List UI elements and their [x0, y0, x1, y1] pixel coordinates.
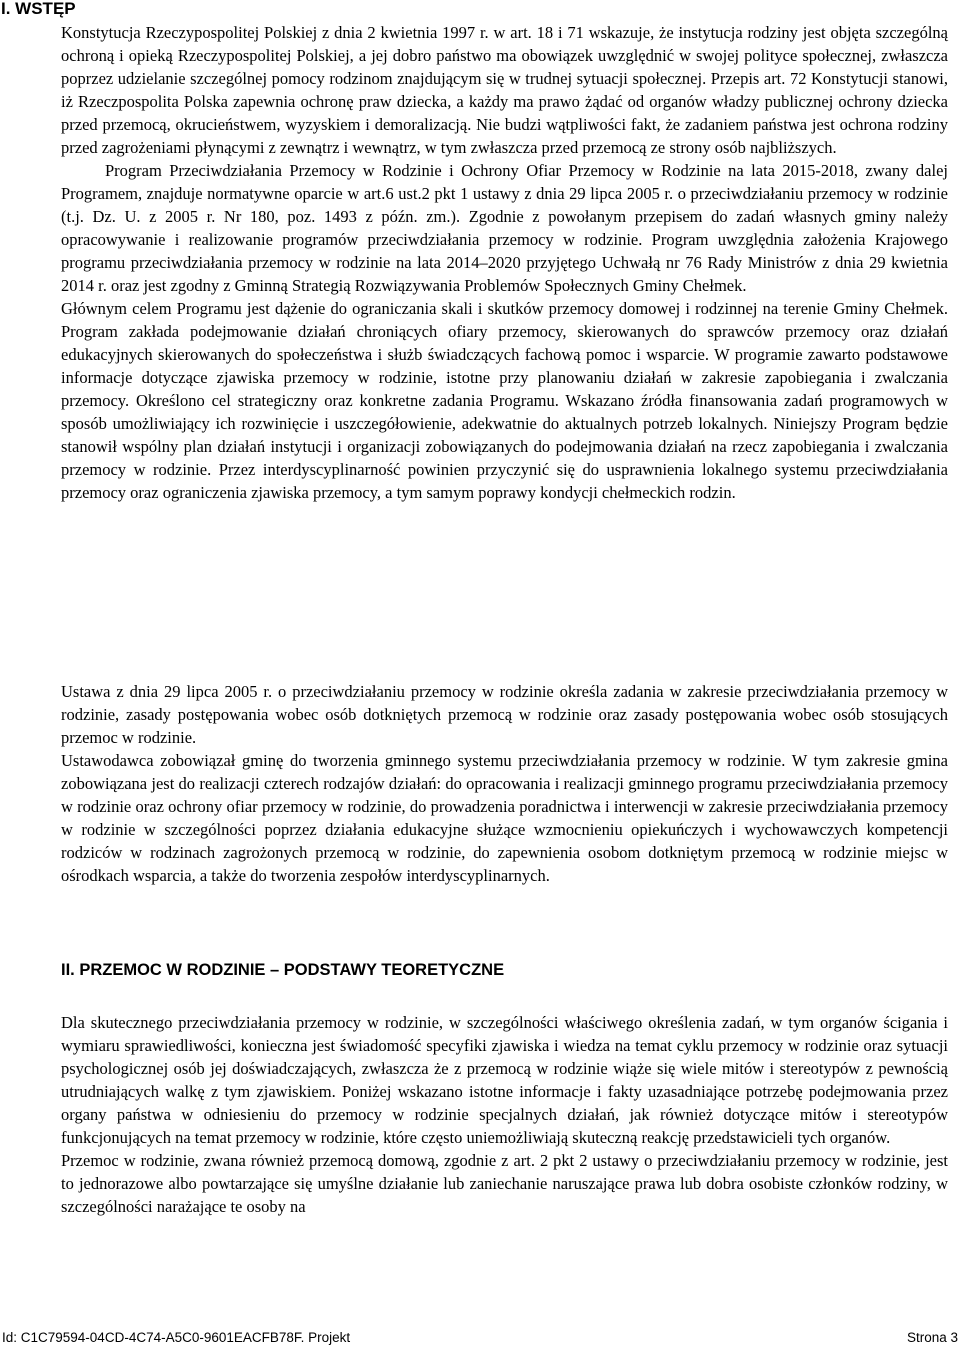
section-1-body: [61, 21, 948, 504]
section-1-body-continued: [61, 680, 948, 887]
page-number: Strona 3: [906, 1330, 958, 1345]
paragraph-effective-prevention: Dla skutecznego przeciwdziałania przemocy w rodzinie, w szczególności właściwego określenia zadań, w tym organów ścigania i wymiaru sprawiedliwości, konieczna jest świadomość specyfiki zjawiska i wiedza na temat cyklu przemocy w rodzinie oraz sytuacji psychologicznej osób jej doświadczających, zwłaszcza że z przemocą w rodzinie wiąże się wiele mitów i stereotypów z pewnością utrudniających walkę z tym zjawiskiem. Poniżej wskazano istotne informacje i fakty uzasadniające potrzebę podejmowania przez organy państwa w odniesieniu do przemocy w rodzinie specjalnych działań, jak również dotyczące mitów i stereotypów funkcjonujących na temat przemocy w rodzinie, które często uniemożliwiają skuteczną reakcję przedstawicieli tych organów.: [61, 1013, 948, 1147]
paragraph-program-goal: Głównym celem Programu jest dążenie do ograniczania skali i skutków przemocy domowej i rodzinnej na terenie Gminy Chełmek. Program zakłada podejmowanie działań chroniących ofiary przemocy, skierowanych do sprawców przemocy oraz działań edukacyjnych skierowanych do społeczeństwa i służb świadczących fachową pomoc i wsparcie. W programie zawarto podstawowe informacje dotyczące zjawiska przemocy w rodzinie, istotne przy planowaniu działań w zakresie zapobiegania i zwalczania przemocy. Określono cel strategiczny oraz konkretne zadania Programu. Wskazano źródła finansowania zadań programowych w sposób umożliwiający ich rozwinięcie i uszczegółowienie, adekwatnie do aktualnych potrzeb lokalnych. Niniejszy Program będzie stanowił wspólny plan działań instytucji i organizacji zobowiązanych do podejmowania działań na rzecz zapobiegania i zwalczania przemocy w rodzinie. Przez interdyscyplinarność powinien przyczynić się do usprawnienia lokalnego systemu przeciwdziałania przemocy oraz ograniczenia zjawiska przemocy, a tym samym poprawy kondycji chełmeckich rodzin.: [61, 299, 948, 502]
section-heading-2: II. PRZEMOC W RODZINIE – PODSTAWY TEORETYCZNE: [61, 961, 505, 979]
paragraph-constitution: Konstytucja Rzeczypospolitej Polskiej z dnia 2 kwietnia 1997 r. w art. 18 i 71 wskazuje, że instytucja rodziny jest objęta szczególną ochroną i opieką Rzeczypospolitej Polskiej, a jej dobro państwo ma obowiązek uwzględnić w swojej polityce społecznej, zwłaszcza poprzez udzielanie szczególnej pomocy rodzinom znajdującym się w trudnej sytuacji społecznej. Przepis art. 72 Konstytucji stanowi, iż Rzeczpospolita Polska zapewnia ochronę praw dziecka, a każdy ma prawo żądać od organów władzy publicznej ochrony dziecka przed przemocą, okrucieństwem, wyzyskiem i demoralizacją. Nie budzi wątpliwości fakt, że zadaniem państwa jest ochrona rodziny przed zagrożeniami płynącymi z zewnątrz i wewnątrz, w tym zwłaszcza przed przemocą ze strony osób najbliższych.: [61, 23, 948, 157]
document-id: Id: C1C79594-04CD-4C74-A5C0-9601EACFB78F. Projekt: [2, 1330, 351, 1345]
paragraph-municipality-duties: Ustawodawca zobowiązał gminę do tworzenia gminnego systemu przeciwdziałania przemocy w rodzinie. W tym zakresie gmina zobowiązana jest do realizacji czterech rodzajów działań: do opracowania i realizacji gminnego programu przeciwdziałania przemocy w rodzinie oraz ochrony ofiar przemocy w rodzinie, do prowadzenia poradnictwa i interwencji w zakresie przeciwdziałania przemocy w rodzinie w szczególności poprzez działania edukacyjne służące wzmocnieniu opiekuńczych i wychowawczych kompetencji rodziców w rodzinach zagrożonych przemocą w rodzinie, do zapewnienia osobom dotkniętym przemocą w rodzinie miejsc w ośrodkach wsparcia, a także do tworzenia zespołów interdyscyplinarnych.: [61, 751, 948, 885]
paragraph-statute: Ustawa z dnia 29 lipca 2005 r. o przeciwdziałaniu przemocy w rodzinie określa zadania w zakresie przeciwdziałania przemocy w rodzinie, zasady postępowania wobec osób dotkniętych przemocą w rodzinie oraz zasady postępowania wobec osób stosujących przemoc w rodzinie.: [61, 682, 948, 747]
paragraph-violence-definition: Przemoc w rodzinie, zwana również przemocą domową, zgodnie z art. 2 pkt 2 ustawy o przeciwdziałaniu przemocy w rodzinie, jest to jednorazowe albo powtarzające się umyślne działanie lub zaniechanie naruszające prawa lub dobra osobiste członków rodziny, w szczególności narażające te osoby na: [61, 1151, 948, 1216]
section-heading-1: I. WSTĘP: [1, 0, 76, 18]
section-2-body: [61, 1011, 948, 1218]
paragraph-program-basis: Program Przeciwdziałania Przemocy w Rodzinie i Ochrony Ofiar Przemocy w Rodzinie na lata 2015-2018, zwany dalej Programem, znajduje normatywne oparcie w art.6 ust.2 pkt 1 ustawy z dnia 29 lipca 2005 r. o przeciwdziałaniu przemocy w rodzinie (t.j. Dz. U. z 2005 r. Nr 180, poz. 1493 z późn. zm.). Zgodnie z powołanym przepisem do zadań własnych gminy należy opracowywanie i realizowanie programów przeciwdziałania przemocy w rodzinie. Program uwzględnia założenia Krajowego programu przeciwdziałania przemocy w rodzinie na lata 2014–2020 przyjętego Uchwałą nr 76 Rady Ministrów z dnia 29 kwietnia 2014 r. oraz jest zgodny z Gminną Strategią Rozwiązywania Problemów Społecznych Gminy Chełmek.: [61, 161, 948, 295]
